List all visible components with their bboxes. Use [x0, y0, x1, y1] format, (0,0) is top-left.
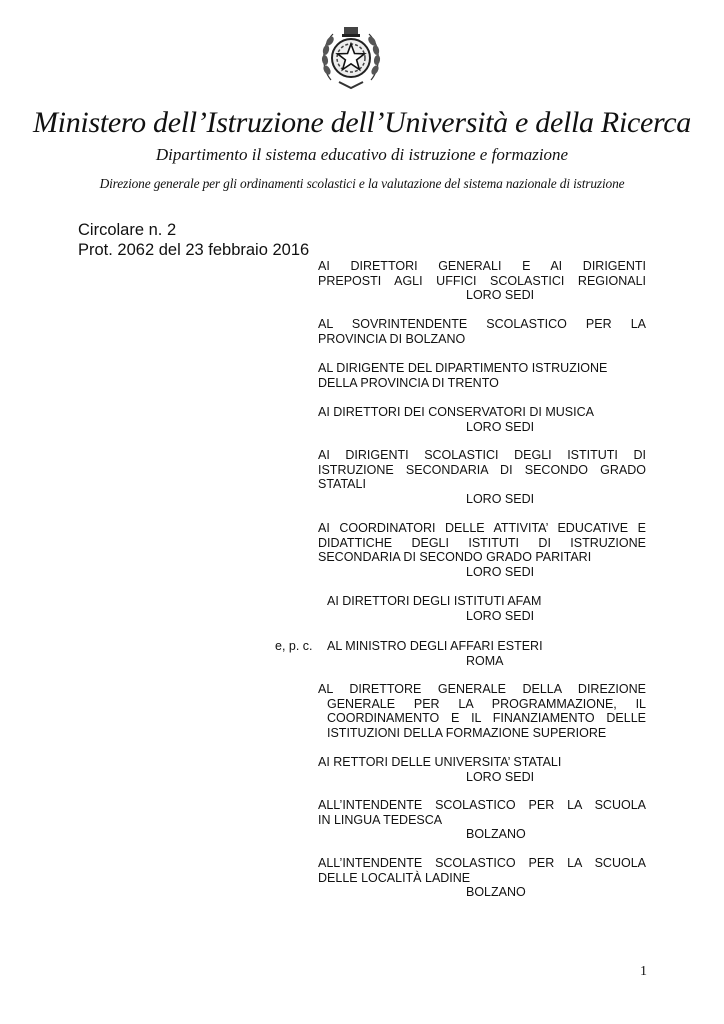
page-number: 1 [640, 964, 647, 979]
recipient-place: BOLZANO [466, 827, 526, 842]
recipient-line: DELLE LOCALITÀ LADINE [318, 870, 471, 885]
recipient-block [318, 682, 646, 740]
recipient-line: AL SOVRINTENDENTE SCOLASTICO PER LA [318, 317, 646, 331]
recipient-line: AI DIRETTORI DEGLI ISTITUTI AFAM [327, 594, 542, 608]
recipient-line: IN LINGUA TEDESCA [318, 812, 443, 827]
recipient-line: AI COORDINATORI DELLE ATTIVITA’ EDUCATIVE E [318, 521, 646, 535]
recipient-block [318, 798, 646, 842]
recipient-block [318, 521, 646, 579]
protocol-line: Prot. 2062 del 23 febbraio 2016 [78, 241, 310, 259]
recipient-block [318, 856, 646, 900]
recipient-place: LORO SEDI [466, 491, 535, 506]
recipient-line: SECONDARIA DI SECONDO GRADO PARITARI [318, 550, 592, 565]
recipient-line: AI DIRIGENTI SCOLASTICI DEGLI ISTITUTI DI [318, 448, 646, 462]
recipient-line: AL MINISTRO DEGLI AFFARI ESTERI [327, 639, 543, 653]
recipient-line: COORDINAMENTO E IL FINANZIAMENTO DELLE [327, 711, 646, 726]
recipient-block [318, 259, 646, 303]
recipient-line: AI RETTORI DELLE UNIVERSITA’ STATALI [318, 755, 562, 769]
recipient-line: AI DIRETTORI GENERALI E AI DIRIGENTI [318, 259, 646, 273]
recipient-block [318, 755, 646, 784]
recipient-place: LORO SEDI [466, 564, 535, 579]
recipient-block [318, 361, 646, 390]
recipient-line: AL DIRETTORE GENERALE DELLA DIREZIONE [318, 682, 646, 696]
recipient-line: AL DIRIGENTE DEL DIPARTIMENTO ISTRUZIONE [318, 361, 608, 375]
recipient-line: PROVINCIA DI BOLZANO [318, 331, 466, 346]
recipient-place: LORO SEDI [466, 419, 535, 434]
direction-name: Direzione generale per gli ordinamenti scolastici e la valutazione del sistema nazionale di istruzione [99, 176, 625, 191]
department-name: Dipartimento il sistema educativo di istruzione e formazione [155, 145, 569, 164]
recipient-line: STATALI [318, 477, 366, 492]
recipient-place: LORO SEDI [466, 608, 535, 623]
recipient-line: DELLA PROVINCIA DI TRENTO [318, 375, 499, 390]
recipient-block [318, 317, 646, 346]
recipient-block [318, 639, 646, 668]
recipient-line: ISTITUZIONI DELLA FORMAZIONE SUPERIORE [327, 725, 607, 740]
recipient-line: GENERALE PER LA PROGRAMMAZIONE, IL [327, 696, 646, 711]
recipient-block [318, 405, 646, 434]
republic-emblem-icon [317, 22, 385, 92]
recipient-place: LORO SEDI [466, 288, 535, 303]
recipient-place: LORO SEDI [466, 769, 535, 784]
recipient-line: ALL’INTENDENTE SCOLASTICO PER LA SCUOLA [318, 798, 646, 812]
cc-label: e, p. c. [275, 639, 313, 653]
recipient-line: DIDATTICHE DEGLI ISTITUTI DI ISTRUZIONE [318, 535, 646, 550]
circular-number: Circolare n. 2 [78, 221, 177, 239]
recipient-line: ALL’INTENDENTE SCOLASTICO PER LA SCUOLA [318, 856, 646, 870]
recipient-place: BOLZANO [466, 885, 526, 900]
recipient-line: AI DIRETTORI DEI CONSERVATORI DI MUSICA [318, 405, 594, 419]
recipient-block [318, 594, 646, 623]
ministry-title: Ministero dell’Istruzione dell’Università e della Ricerca [32, 106, 692, 139]
recipient-line: ISTRUZIONE SECONDARIA DI SECONDO GRADO [318, 462, 646, 477]
recipient-place: ROMA [466, 653, 504, 668]
recipient-block [318, 448, 646, 506]
recipient-line: PREPOSTI AGLI UFFICI SCOLASTICI REGIONALI [318, 273, 646, 288]
